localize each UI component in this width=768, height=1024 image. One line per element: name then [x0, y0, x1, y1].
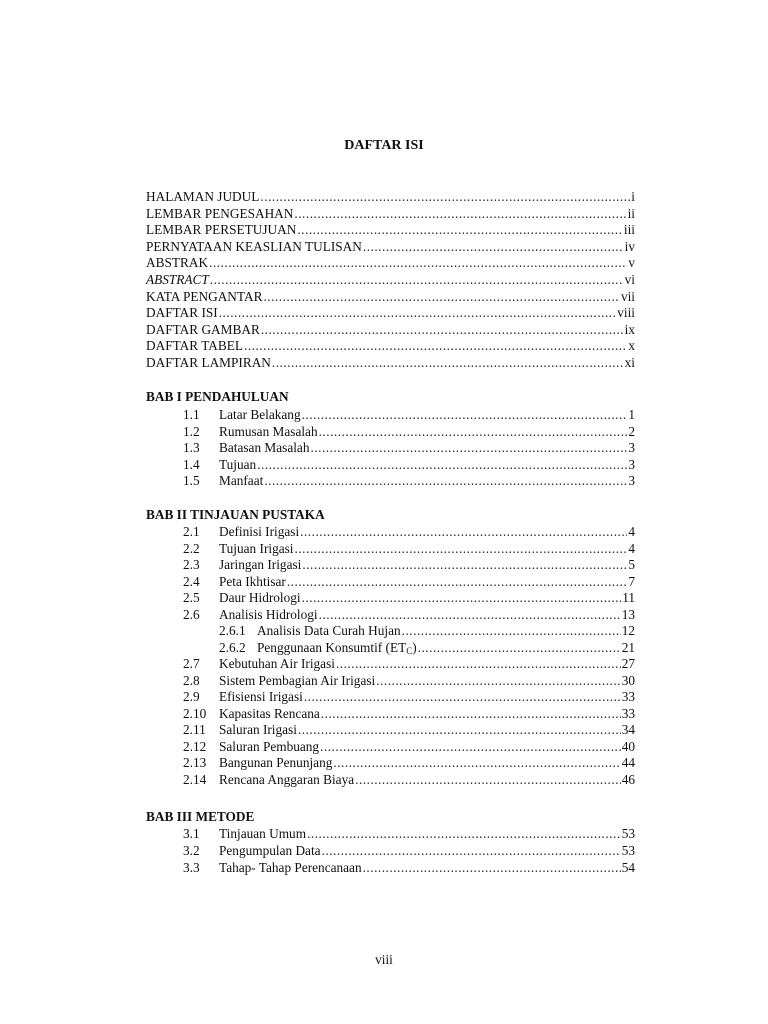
toc-entry[interactable]: 2.9 Efisiensi Irigasi ..... 33 — [183, 688, 635, 705]
toc-entry[interactable]: KATA PENGANTAR ..... vii — [146, 288, 635, 305]
toc-entry[interactable]: DAFTAR TABEL ..... x — [146, 337, 635, 354]
toc-entry[interactable]: 2.11 Saluran Irigasi ..... 34 — [183, 721, 635, 738]
toc-entry[interactable]: LEMBAR PERSETUJUAN ..... iii — [146, 221, 635, 238]
page-title: DAFTAR ISI — [344, 138, 424, 153]
toc-entry[interactable]: 2.13 Bangunan Penunjang ..... 44 — [183, 754, 635, 771]
toc-entry[interactable]: DAFTAR ISI ..... viii — [146, 304, 635, 321]
toc-entry[interactable]: 2.2 Tujuan Irigasi ..... 4 — [183, 540, 635, 557]
toc-entry[interactable]: 3.1 Tinjauan Umum ..... 53 — [183, 825, 635, 842]
toc-entry[interactable]: 2.4 Peta Ikhtisar ..... 7 — [183, 573, 635, 590]
toc-entry[interactable]: 2.14 Rencana Anggaran Biaya ..... 46 — [183, 771, 635, 788]
chapter-heading: BAB I PENDAHULUAN — [146, 389, 289, 404]
toc-entry[interactable]: 2.8 Sistem Pembagian Air Irigasi ..... 30 — [183, 672, 635, 689]
toc-entry[interactable]: 2.1 Definisi Irigasi ..... 4 — [183, 523, 635, 540]
chapter-heading: BAB III METODE — [146, 809, 255, 824]
toc-entry[interactable]: 1.1 Latar Belakang ..... 1 — [183, 406, 635, 423]
chapter-heading: BAB II TINJAUAN PUSTAKA — [146, 507, 325, 522]
toc-entry[interactable]: 1.3 Batasan Masalah ..... 3 — [183, 439, 635, 456]
toc-entry[interactable]: HALAMAN JUDUL ..... i — [146, 188, 635, 205]
toc-entry[interactable]: PERNYATAAN KEASLIAN TULISAN ..... iv — [146, 238, 635, 255]
toc-entry[interactable]: 2.6 Analisis Hidrologi ..... 13 — [183, 606, 635, 623]
toc-subentry[interactable]: 2.6.2 Penggunaan Konsumtif $(ET_C)$ ..... 21 — [219, 639, 635, 656]
toc-entry[interactable]: DAFTAR LAMPIRAN ..... xi — [146, 354, 635, 371]
toc-entry[interactable]: 1.4 Tujuan ..... 3 — [183, 456, 635, 473]
toc-entry[interactable]: 2.5 Daur Hidrologi ..... 11 — [183, 589, 635, 606]
toc-entry[interactable]: DAFTAR GAMBAR ..... ix — [146, 321, 635, 338]
toc-entry[interactable]: 3.2 Pengumpulan Data ..... 53 — [183, 842, 635, 859]
toc-entry[interactable]: 3.3 Tahap- Tahap Perencanaan ..... 54 — [183, 859, 635, 876]
toc-entry[interactable]: 2.3 Jaringan Irigasi ..... 5 — [183, 556, 635, 573]
toc-entry[interactable]: 2.10 Kapasitas Rencana ..... 33 — [183, 705, 635, 722]
toc-entry[interactable]: ABSTRACT ..... vi — [146, 271, 635, 288]
toc-entry[interactable]: 1.2 Rumusan Masalah ..... 2 — [183, 423, 635, 440]
toc-entry[interactable]: 2.12 Saluran Pembuang ..... 40 — [183, 738, 635, 755]
toc-entry[interactable]: 2.7 Kebutuhan Air Irigasi ..... 27 — [183, 655, 635, 672]
toc-entry[interactable]: LEMBAR PENGESAHAN ..... ii — [146, 205, 635, 222]
toc-subentry[interactable]: 2.6.1 Analisis Data Curah Hujan ..... 12 — [219, 622, 635, 639]
toc-entry[interactable]: 1.5 Manfaat ..... 3 — [183, 472, 635, 489]
page-number: viii — [375, 952, 393, 967]
toc-entry[interactable]: ABSTRAK ..... v — [146, 254, 635, 271]
